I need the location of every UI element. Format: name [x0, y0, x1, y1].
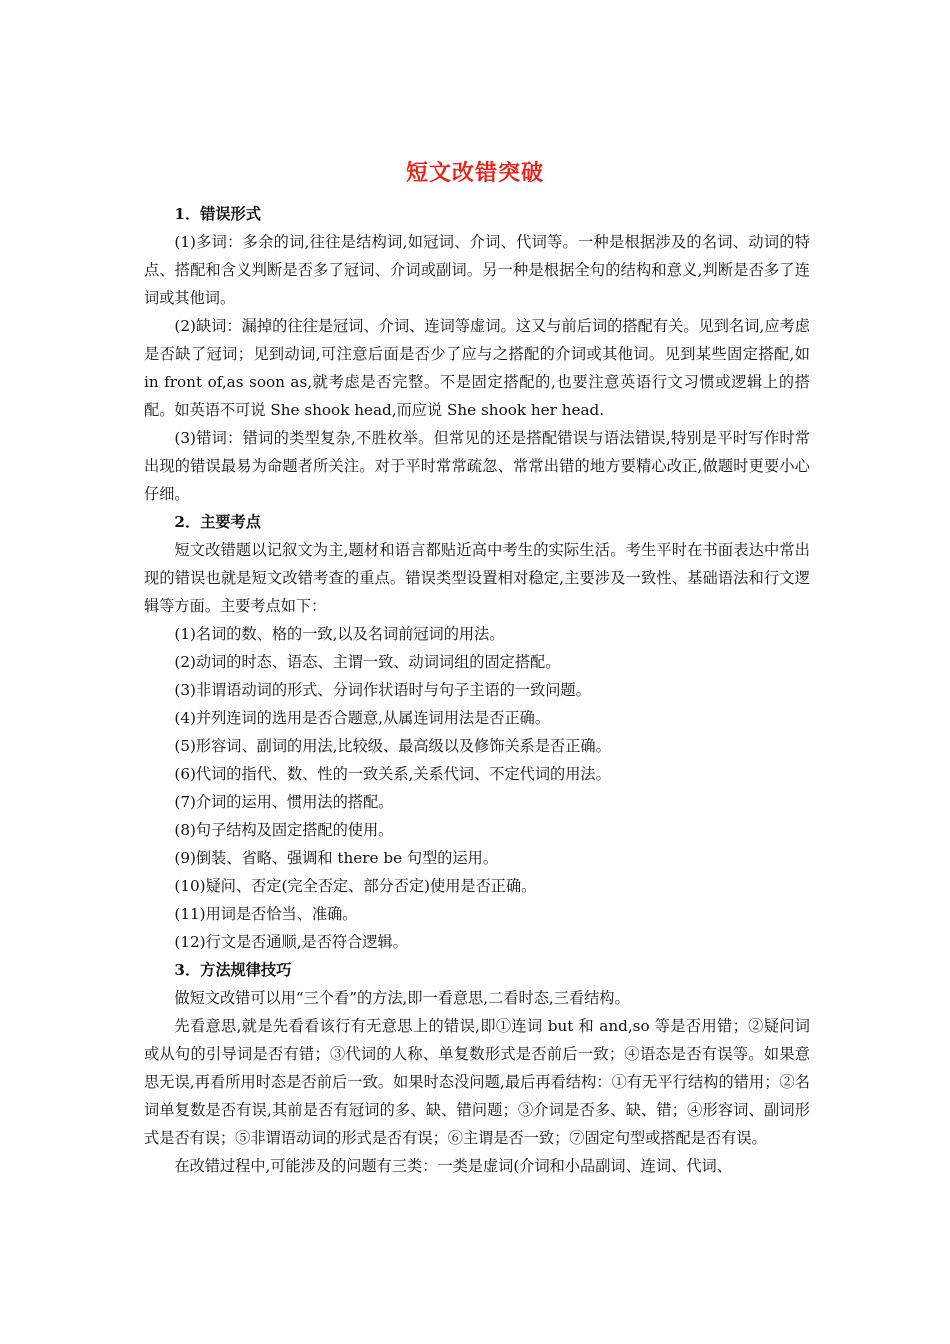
list-item: (2)动词的时态、语态、主谓一致、动词词组的固定搭配。: [174, 653, 561, 671]
document-title: 短文改错突破: [405, 160, 544, 186]
document-body: [144, 200, 810, 1180]
list-item: (7)介词的运用、惯用法的搭配。: [174, 793, 394, 811]
paragraph-problem-types: 在改错过程中,可能涉及的问题有三类：一类是虚词(介词和小品副词、连词、代词、: [174, 1157, 732, 1175]
paragraph-extra-word: (1)多词：多余的词,往往是结构词,如冠词、介词、代词等。一种是根据涉及的名词、动词的特点、搭配和含义判断是否多了冠词、介词或副词。另一种是根据全句的结构和意义,判断是否多了连词或其他词。: [144, 233, 810, 307]
paragraph-key-points-intro: 短文改错题以记叙文为主,题材和语言都贴近高中考生的实际生活。考生平时在书面表达中常出现的错误也就是短文改错考查的重点。错误类型设置相对稳定,主要涉及一致性、基础语法和行文逻辑等方面。主要考点如下：: [144, 541, 810, 615]
paragraph-missing-word: (2)缺词：漏掉的往往是冠词、介词、连词等虚词。这又与前后词的搭配有关。见到名词,应考虑是否缺了冠词；见到动词,可注意后面是否少了应与之搭配的介词或其他词。见到某些固定搭配,如 in front of,as soon as,就考虑是否完整。不是固定搭配的,也要注意英语行文习惯或逻辑上的搭配。如英语不可说 She shook head,而应说 She shook her head.: [144, 317, 810, 419]
list-item: (10)疑问、否定(完全否定、部分否定)使用是否正确。: [174, 877, 537, 895]
list-item: (12)行文是否通顺,是否符合逻辑。: [174, 933, 408, 951]
paragraph-wrong-word: (3)错词：错词的类型复杂,不胜枚举。但常见的还是搭配错误与语法错误,特别是平时写作时常出现的错误最易为命题者所关注。对于平时常常疏忽、常常出错的地方要精心改正,做题时更要小心仔细。: [144, 429, 810, 503]
paragraph-three-looks: 做短文改错可以用“三个看”的方法,即一看意思,二看时态,三看结构。: [174, 989, 630, 1007]
list-item: (1)名词的数、格的一致,以及名词前冠词的用法。: [174, 625, 505, 643]
list-item: (9)倒装、省略、强调和 there be 句型的运用。: [174, 849, 499, 867]
list-item: (5)形容词、副词的用法,比较级、最高级以及修饰关系是否正确。: [174, 737, 611, 755]
list-item: (8)句子结构及固定搭配的使用。: [174, 821, 394, 839]
section-heading-error-forms: 1．错误形式: [174, 205, 261, 223]
list-item: (4)并列连词的选用是否合题意,从属连词用法是否正确。: [174, 709, 551, 727]
section-heading-key-points: 2．主要考点: [174, 513, 261, 531]
list-item: (11)用词是否恰当、准确。: [174, 905, 358, 923]
list-item: (3)非谓语动词的形式、分词作状语时与句子主语的一致问题。: [174, 681, 591, 699]
paragraph-check-details: 先看意思,就是先看看该行有无意思上的错误,即①连词 but 和 and,so 等是否用错；②疑问词或从句的引导词是否有错；③代词的人称、单复数形式是否前后一致；④语态是否有误等。如果意思无误,再看所用时态是否前后一致。如果时态没问题,最后再看结构：①有无平行结构的错用；②名词单复数是否有误,其前是否有冠词的多、缺、错问题；③介词是否多、缺、错；④形容词、副词形式是否有误；⑤非谓语动词的形式是否有误；⑥主谓是否一致；⑦固定句型或搭配是否有误。: [144, 1017, 810, 1147]
section-heading-methods: 3．方法规律技巧: [174, 961, 292, 979]
list-item: (6)代词的指代、数、性的一致关系,关系代词、不定代词的用法。: [174, 765, 611, 783]
